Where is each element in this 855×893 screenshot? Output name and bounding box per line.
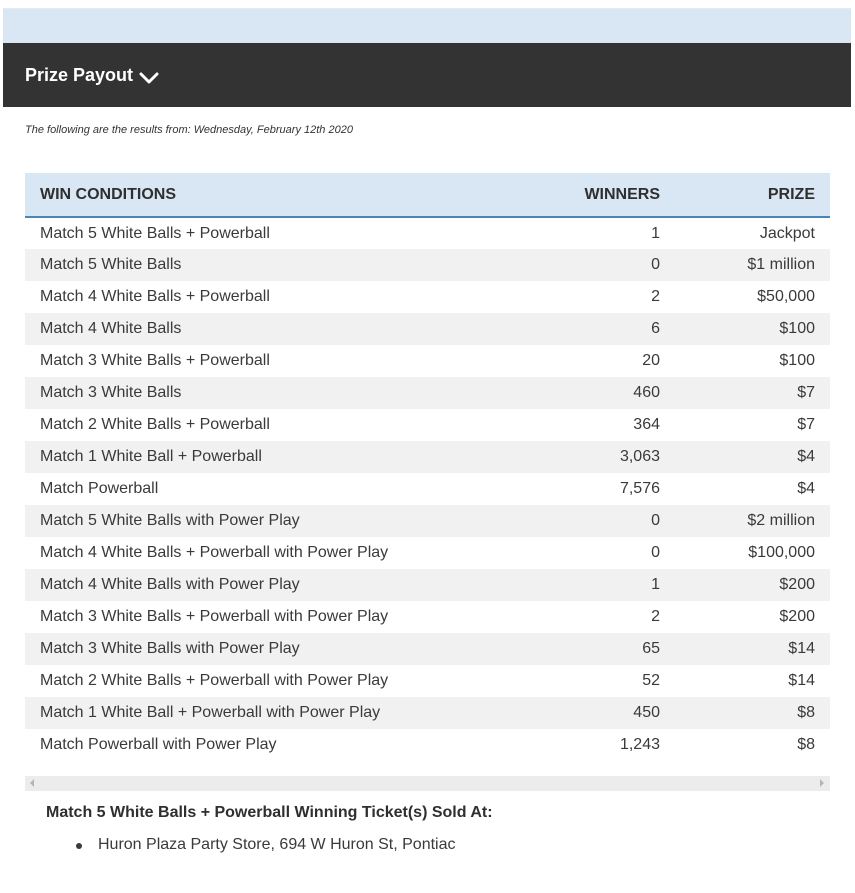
- prize-cell: $100: [779, 352, 815, 369]
- table-row: [25, 409, 830, 441]
- table-row: [25, 345, 830, 377]
- winners-cell: 1: [651, 576, 660, 593]
- winners-cell: 450: [633, 704, 660, 721]
- table-row: [25, 441, 830, 473]
- table-row: [25, 665, 830, 697]
- win-condition-cell: Match 2 White Balls + Powerball: [40, 416, 270, 433]
- table-row: [25, 377, 830, 409]
- win-condition-cell: Match 4 White Balls + Powerball with Power Play: [40, 544, 389, 561]
- prize-cell: $100: [779, 320, 815, 337]
- prize-cell: $2 million: [747, 512, 815, 529]
- winners-cell: 1,243: [619, 736, 660, 753]
- chevron-down-icon[interactable]: [139, 71, 159, 85]
- win-condition-cell: Match 1 White Ball + Powerball: [40, 448, 262, 465]
- prize-cell: $7: [797, 384, 815, 401]
- results-date-note: The following are the results from: Wednesday, February 12th 2020: [25, 124, 353, 136]
- prize-table-container: [25, 173, 830, 761]
- table-row: [25, 633, 830, 665]
- prize-cell: $7: [797, 416, 815, 433]
- prize-cell: $100,000: [748, 544, 815, 561]
- winners-cell: 0: [651, 544, 660, 561]
- prize-cell: $200: [779, 608, 815, 625]
- table-row: [25, 697, 830, 729]
- winners-cell: 0: [651, 256, 660, 273]
- bullet-icon: [76, 843, 82, 849]
- prize-cell: $14: [788, 672, 815, 689]
- table-row: [25, 505, 830, 537]
- winners-cell: 6: [651, 320, 660, 337]
- prize-table: [25, 173, 830, 761]
- top-band: [3, 8, 851, 44]
- horizontal-scrollbar[interactable]: [25, 776, 830, 791]
- prize-cell: $8: [797, 736, 815, 753]
- winners-cell: 460: [633, 384, 660, 401]
- win-condition-cell: Match 1 White Ball + Powerball with Power Play: [40, 704, 381, 721]
- table-row: [25, 473, 830, 505]
- winners-cell: 1: [651, 224, 660, 242]
- table-row: [25, 217, 830, 249]
- table-row: [25, 313, 830, 345]
- win-condition-cell: Match 5 White Balls with Power Play: [40, 512, 300, 529]
- prize-cell: $4: [797, 480, 815, 497]
- page-title: Prize Payout: [25, 64, 134, 85]
- winners-cell: 0: [651, 512, 660, 529]
- table-row: [25, 249, 830, 281]
- sold-location-text: Huron Plaza Party Store, 694 W Huron St, Pontiac: [98, 836, 456, 853]
- win-condition-cell: Match 5 White Balls: [40, 256, 182, 273]
- prize-cell: Jackpot: [759, 224, 815, 242]
- winners-cell: 52: [642, 672, 660, 689]
- column-header-winners: WINNERS: [520, 173, 660, 217]
- list-item: [98, 836, 456, 854]
- prize-cell: $50,000: [757, 288, 815, 305]
- column-header-prize: PRIZE: [660, 173, 830, 217]
- win-condition-cell: Match 3 White Balls with Power Play: [40, 640, 300, 657]
- winners-cell: 7,576: [619, 480, 660, 497]
- prize-payout-header[interactable]: [3, 43, 851, 107]
- prize-payout-toggle[interactable]: [25, 65, 159, 86]
- scroll-right-arrow-icon[interactable]: [820, 779, 824, 787]
- prize-cell: $4: [797, 448, 815, 465]
- table-row: [25, 537, 830, 569]
- table-body: [25, 217, 830, 761]
- win-condition-cell: Match 4 White Balls: [40, 320, 182, 337]
- win-condition-cell: Match Powerball with Power Play: [40, 736, 277, 753]
- sold-at-list: [98, 836, 456, 854]
- table-row: [25, 281, 830, 313]
- prize-cell: $200: [779, 576, 815, 593]
- winners-cell: 2: [651, 608, 660, 625]
- winners-cell: 2: [651, 288, 660, 305]
- win-condition-cell: Match 3 White Balls: [40, 384, 182, 401]
- table-row: [25, 569, 830, 601]
- win-condition-cell: Match Powerball: [40, 480, 159, 497]
- win-condition-cell: Match 3 White Balls + Powerball: [40, 352, 270, 369]
- winners-cell: 364: [633, 416, 660, 433]
- winners-cell: 65: [642, 640, 660, 657]
- win-condition-cell: Match 3 White Balls + Powerball with Power Play: [40, 608, 389, 625]
- table-row: [25, 601, 830, 633]
- scroll-left-arrow-icon[interactable]: [30, 779, 34, 787]
- prize-cell: $1 million: [747, 256, 815, 273]
- winners-cell: 20: [642, 352, 660, 369]
- win-condition-cell: Match 2 White Balls + Powerball with Power Play: [40, 672, 389, 689]
- table-row: [25, 729, 830, 761]
- prize-cell: $14: [788, 640, 815, 657]
- winners-cell: 3,063: [619, 448, 660, 465]
- win-condition-cell: Match 4 White Balls + Powerball: [40, 288, 270, 305]
- win-condition-cell: Match 5 White Balls + Powerball: [40, 224, 270, 242]
- sold-at-title: Match 5 White Balls + Powerball Winning Ticket(s) Sold At:: [46, 804, 493, 821]
- win-condition-cell: Match 4 White Balls with Power Play: [40, 576, 300, 593]
- column-header-win-conditions: WIN CONDITIONS: [25, 173, 520, 217]
- prize-cell: $8: [797, 704, 815, 721]
- table-header-row: [25, 173, 830, 217]
